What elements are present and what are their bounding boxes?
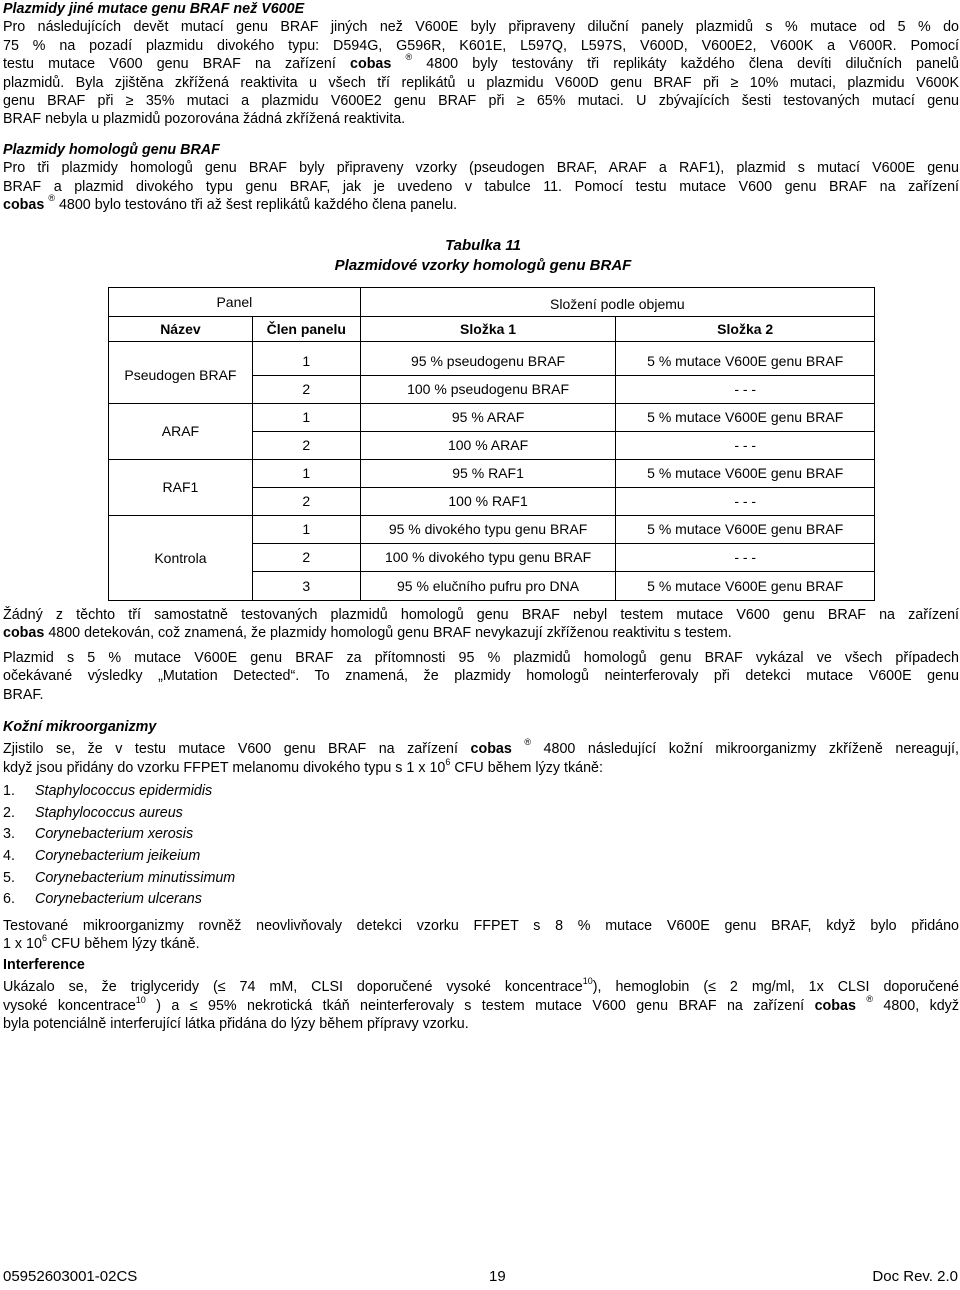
document-id: 05952603001-02CS [3,1268,138,1285]
paragraph-line: BRAF a plazmid divokého typu genu BRAF, jak je uvedeno v tabulce 11. Pomocí testu mutace V600 genu BRAF na zařízení [3,178,959,195]
paragraph-line: očekávané výsledky „Mutation Detected“. To znamená, že plazmidy homologů neinterferovaly při detekci mutace V600E genu [3,668,959,685]
paragraph-line: Žádný z těchto tří samostatně testovaných plazmidů homologů genu BRAF nebyl testem mutace V600 genu BRAF na zařízení [3,607,959,623]
group-name: Pseudogen BRAF [109,348,253,404]
cobas-brand: cobas [3,197,45,214]
section-heading-skin: Kožní mikroorganizmy [3,719,157,735]
table-row: 2 100 % divokého typu genu BRAF - - - [109,544,875,572]
paragraph-line: Plazmid s 5 % mutace V600E genu BRAF za přítomnosti 95 % plazmidů homologů genu BRAF vykázal ve všech případech [3,649,959,666]
col-header-component1: Složka 1 [360,317,616,342]
paragraph-line: cobas 4800 detekován, což znamená, že plazmidy homologů genu BRAF nevykazují zkříženou reaktivitu s testem. [3,625,732,642]
paragraph-line: testu mutace V600 genu BRAF na zařízení cobas ® 4800 byly testovány tři replikáty každého člena devíti dilučních panelů [3,52,959,73]
paragraph-line: BRAF nebyla u plazmidů pozorována žádná zkřížená reaktivita. [3,111,406,128]
after-table-text [3,606,959,704]
list-item: 1. Staphylococcus epidermidis [3,783,213,800]
list-item: 3. Corynebacterium xerosis [3,826,194,843]
paragraph-line: plazmidů. Byla zjištěna zkřížená reaktivita u všech tří replikátů u plazmidu V600D genu BRAF při ≥ 10% mutaci, plazmidu V600K [3,74,959,91]
list-item: 5. Corynebacterium minutissimum [3,869,236,886]
registered-mark: ® [405,52,413,63]
paragraph-line: Pro tři plazmidy homologů genu BRAF byly připraveny vzorky (pseudogen BRAF, ARAF a RAF1), plazmid s mutací V600E genu [3,160,959,177]
table-row: 3 95 % elučního pufru pro DNA 5 % mutace V600E genu BRAF [109,572,875,601]
section-heading-interference: Interference [3,957,85,973]
table-caption-title: Plazmidové vzorky homologů genu BRAF [334,257,632,274]
skin-microorganisms-section [3,718,959,954]
paragraph-line: když jsou přidány do vzorku FFPET melanomu divokého typu s 1 x $10^6$ CFU během lýzy tkáně: [3,756,603,776]
paragraph-line: Ukázalo se, že triglyceridy (≤ 74 mM, CLSI doporučené vysoké koncentrace$^{10}$), hemoglobin (≤ 2 mg/ml, 1x CLSI doporučené [3,976,959,996]
paragraph-line: Testované mikroorganizmy rovněž neovlivňovaly detekci vzorku FFPET s 8 % mutace V600E genu BRAF, když bylo přidáno [3,917,959,934]
table-caption-number: Tabulka 11 [445,237,521,254]
group-name: Kontrola [109,516,253,601]
paragraph-line: BRAF. [3,686,44,703]
table-row: 2 100 % pseudogenu BRAF - - - [109,376,875,404]
list-item: 6. Corynebacterium ulcerans [3,891,202,908]
paragraph-line: vysoké koncentrace$^{10}$ ) a ≤ 95% nekrotická tkáň neinterferovaly s testem mutace V600 genu BRAF na zařízení cobas ® 4800, když [3,993,959,1014]
col-header-member: Člen panelu [252,317,360,342]
header-composition: Složení podle objemu [360,288,874,317]
page-number: 19 [489,1268,506,1285]
cobas-brand: cobas [3,625,45,642]
table-row: 2 100 % ARAF - - - [109,432,875,460]
table-row: Pseudogen BRAF 1 95 % pseudogenu BRAF 5 % mutace V600E genu BRAF [109,348,875,376]
table-row: ARAF 1 95 % ARAF 5 % mutace V600E genu BRAF [109,404,875,432]
list-item: 4. Corynebacterium jeikeium [3,848,201,864]
paragraph-line: Pro následujících devět mutací genu BRAF jiných než V600E byly připraveny diluční panely plazmidů s % mutace od 5 % do [3,19,959,36]
homolog-plasmid-table [108,287,875,601]
paragraph-line: byla potenciálně interferující látka přidána do lýzy během přípravy vzorku. [3,1016,469,1033]
paragraph-line: cobas ® 4800 bylo testováno tři až šest replikátů každého člena panelu. [3,193,458,214]
list-item: 2. Staphylococcus aureus [3,804,183,821]
interference-section [3,956,959,1034]
paragraph-line: genu BRAF při ≥ 35% mutaci a plazmidu V600E2 genu BRAF při ≥ 65% mutaci. U zbývajících šesti testovaných mutací genu [3,93,959,110]
section-heading-homologs: Plazmidy homologů genu BRAF [3,142,220,158]
section-heading-other-mutations: Plazmidy jiné mutace genu BRAF než V600E [3,1,305,17]
paragraph-line: 75 % na pozadí plazmidu divokého typu: D594G, G596R, K601E, L597Q, L597S, V600D, V600E2, V600K a V600R. Pomocí [3,37,959,54]
microorganism-list [3,781,959,911]
table-row: RAF1 1 95 % RAF1 5 % mutace V600E genu BRAF [109,460,875,488]
col-header-name: Název [109,317,253,342]
group-name: ARAF [109,404,253,460]
cobas-brand: cobas [350,56,392,73]
paragraph-line: Zjistilo se, že v testu mutace V600 genu BRAF na zařízení cobas ® 4800 následující kožní mikroorganizmy zkříženě nereagují, [3,737,959,758]
col-header-component2: Složka 2 [616,317,875,342]
header-panel: Panel [109,288,361,317]
paragraph-line: 1 x $10^6$ CFU během lýzy tkáně. [3,933,200,953]
table-row: 2 100 % RAF1 - - - [109,488,875,516]
table-row: Kontrola 1 95 % divokého typu genu BRAF 5 % mutace V600E genu BRAF [109,516,875,544]
document-revision: Doc Rev. 2.0 [872,1268,958,1285]
group-name: RAF1 [109,460,253,516]
